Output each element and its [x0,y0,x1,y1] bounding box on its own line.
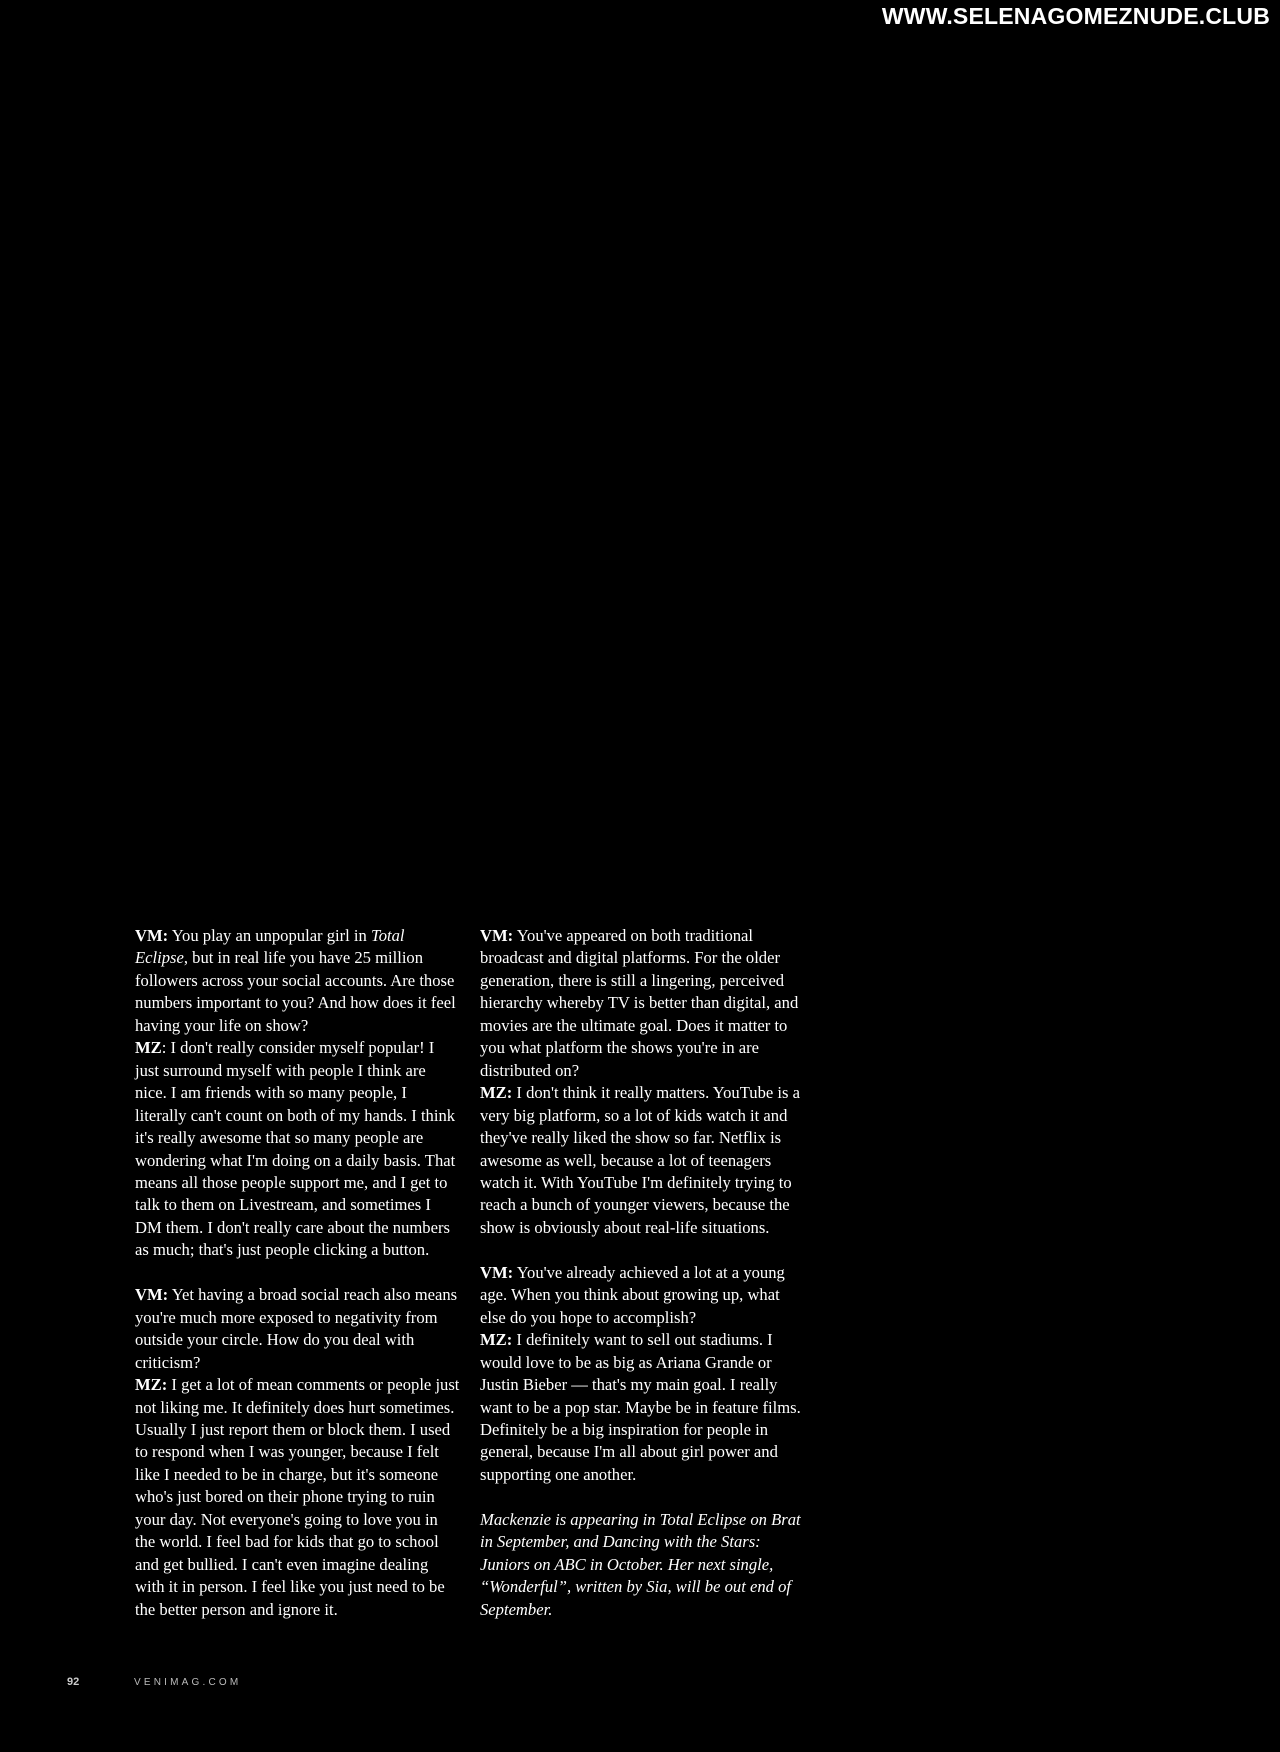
speaker-label: MZ: [480,1083,513,1103]
question-text: You play an unpopular girl in [168,926,371,945]
question-goals [480,1262,805,1329]
answer-goals [480,1329,805,1486]
speaker-label: VM: [135,926,169,945]
watermark-text: WWW.SELENAGOMEZNUDE.CLUB [881,3,1270,29]
question-text: Yet having a broad social reach also means you're much more exposed to negativity from outside your circle. How do you deal with criticism? [135,1285,458,1372]
question-criticism [135,1284,460,1374]
answer-platforms [480,1082,805,1239]
question-text: , but in real life you have 25 million followers across your social accounts. Are those numbers important to you? And how does it feel having your life on show? [135,948,456,1035]
answer-text: I definitely want to sell out stadiums. I would love to be as big as Ariana Grande or Justin Bieber — that's my main goal. I really want to be a pop star. Maybe be in feature films. Definitely be a big inspiration for people in general, because I'm all about girl power and supporting one another. [480,1330,801,1484]
closing-note: Mackenzie is appearing in Total Eclipse on Brat in September, and Dancing with the Stars: Juniors on ABC in October. Her next single, “Wonderful”, written by Sia, will be out end of September. [480,1509,801,1619]
answer-criticism [135,1374,460,1621]
footer-website: VENIMAG.COM [134,1677,242,1688]
speaker-label: VM: [135,1285,169,1305]
right-column [480,925,805,1621]
paragraph-gap [480,1486,805,1508]
show-title: Total Eclipse [135,926,405,968]
answer-text: I don't think it really matters. YouTube is a very big platform, so a lot of kids watch it and they've really liked the show so far. Netflix is awesome as well, because a lot of teenagers watch it. With YouTube I'm definitely trying to reach a bunch of younger viewers, because the show is obviously about real-life situations. [480,1083,800,1237]
answer-text: : I don't really consider myself popular! I just surround myself with people I think are nice. I am friends with so many people, I literally can't count on both of my hands. I think it's really awesome that so many people are wondering what I'm doing on a daily basis. That means all those people support me, and I get to talk to them on Livestream, and sometimes I DM them. I don't really care about the numbers as much; that's just people clicking a button. [135,1038,456,1260]
answer-popularity [135,1037,460,1262]
speaker-label: MZ: [480,1330,513,1350]
question-text: You've already achieved a lot at a young age. When you think about growing up, what else do you hope to accomplish? [480,1262,785,1327]
left-column [135,925,460,1621]
paragraph-gap [480,1239,805,1261]
question-total-eclipse [135,925,460,1037]
paragraph-gap [135,1262,460,1284]
speaker-label: VM: [480,1262,514,1282]
speaker-label: MZ [135,1038,162,1058]
page-number: 92 [67,1676,80,1688]
speaker-label: MZ: [135,1375,168,1395]
answer-text: I get a lot of mean comments or people just not liking me. It definitely does hurt sometimes. Usually I just report them or block them. I used to respond when I was younger, because I felt like I needed to be in charge, but it's someone who's just bored on their phone trying to ruin your day. Not everyone's going to love you in the world. I feel bad for kids that go to school and get bullied. I can't even imagine dealing with it in person. I feel like you just need to be the better person and ignore it. [135,1375,460,1619]
question-platforms [480,925,805,1082]
speaker-label: VM: [480,926,514,945]
question-text: You've appeared on both traditional broadcast and digital platforms. For the older generation, there is still a lingering, perceived hierarchy whereby TV is better than digital, and movies are the ultimate goal. Does it matter to you what platform the shows you're in are distributed on? [480,926,799,1080]
